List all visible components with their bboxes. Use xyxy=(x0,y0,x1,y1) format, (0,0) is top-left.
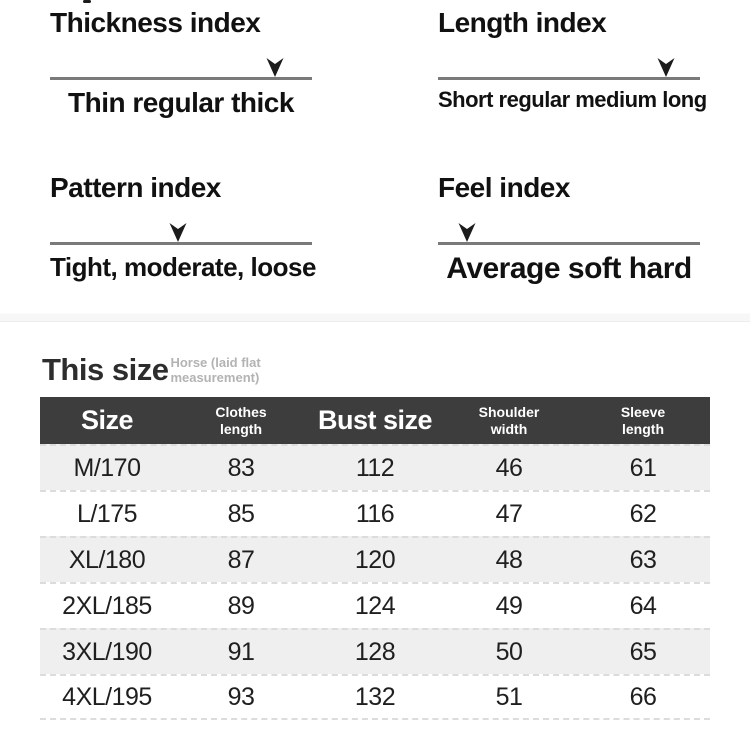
table-row xyxy=(40,536,710,582)
index-title: Thickness index xyxy=(50,7,261,38)
index-card-feel xyxy=(375,150,750,310)
index-caption: Tight, moderate, loose xyxy=(50,252,316,282)
header-cell-bust-size: Bust size xyxy=(317,405,433,435)
cell-clothes-length: 89 xyxy=(227,591,255,620)
cell-bust-size: 116 xyxy=(355,499,395,528)
cell-shoulder-width: 48 xyxy=(495,545,523,574)
cell-clothes-length: 93 xyxy=(227,682,255,711)
cell-shoulder-width: 50 xyxy=(495,637,523,666)
index-card-thickness xyxy=(0,0,375,150)
cell-clothes-length: 85 xyxy=(227,499,255,528)
cell-sleeve-length: 65 xyxy=(629,637,657,666)
header-cell-shoulder-width xyxy=(442,404,576,436)
down-arrow-icon xyxy=(458,223,475,242)
section-divider xyxy=(0,313,750,322)
slider-track xyxy=(438,242,700,245)
cell-bust-size: 124 xyxy=(354,591,396,620)
cell-size: XL/180 xyxy=(68,545,146,574)
cell-shoulder-width: 51 xyxy=(495,682,523,711)
cell-sleeve-length: 64 xyxy=(629,591,657,620)
size-heading-note: Horse (laid flat measurement) xyxy=(170,355,261,385)
index-caption: Average soft hard xyxy=(446,252,692,285)
index-slider xyxy=(438,56,700,80)
cell-size: 3XL/190 xyxy=(62,637,152,666)
size-heading-row xyxy=(42,352,750,388)
header-cell-size: Size xyxy=(80,405,134,435)
size-heading: This size xyxy=(42,352,169,387)
down-arrow-icon xyxy=(657,58,674,77)
cell-bust-size: 128 xyxy=(354,637,396,666)
slider-track xyxy=(50,242,312,245)
header-cell-clothes-length xyxy=(174,404,308,436)
index-title: Length index xyxy=(438,7,607,38)
cell-shoulder-width: 46 xyxy=(495,453,523,482)
table-row xyxy=(40,490,710,536)
cell-clothes-length: 87 xyxy=(227,545,255,574)
index-slider xyxy=(50,221,312,245)
cell-bust-size: 120 xyxy=(354,545,396,574)
size-table-header xyxy=(40,397,710,444)
header-label: Clothes length xyxy=(215,404,267,437)
cell-clothes-length: 83 xyxy=(227,453,255,482)
cell-sleeve-length: 62 xyxy=(629,499,657,528)
table-row xyxy=(40,628,710,674)
header-label: Shoulder width xyxy=(478,404,540,437)
index-card-length xyxy=(375,0,750,150)
down-arrow-icon xyxy=(267,58,284,77)
down-arrow-icon xyxy=(170,223,187,242)
table-row xyxy=(40,582,710,628)
cell-size: 4XL/195 xyxy=(62,682,152,711)
cell-size: 2XL/185 xyxy=(62,591,152,620)
cell-shoulder-width: 49 xyxy=(495,591,523,620)
cell-size: L/175 xyxy=(76,499,138,528)
cell-sleeve-length: 63 xyxy=(629,545,657,574)
header-label: Sleeve length xyxy=(620,404,666,437)
slider-track xyxy=(438,77,700,80)
cell-bust-size: 112 xyxy=(355,453,395,482)
cell-size: M/170 xyxy=(73,453,141,482)
slider-track xyxy=(50,77,312,80)
index-slider xyxy=(438,221,700,245)
index-caption: Short regular medium long xyxy=(438,87,707,112)
size-table xyxy=(40,397,710,720)
index-caption: Thin regular thick xyxy=(68,87,294,118)
cell-shoulder-width: 47 xyxy=(495,499,523,528)
table-row xyxy=(40,674,710,720)
index-title: Feel index xyxy=(438,172,570,203)
index-card-pattern xyxy=(0,150,375,310)
header-cell-sleeve-length xyxy=(576,404,710,436)
cell-sleeve-length: 66 xyxy=(629,682,657,711)
cell-clothes-length: 91 xyxy=(227,637,255,666)
cell-sleeve-length: 61 xyxy=(629,453,657,482)
index-grid xyxy=(0,0,750,310)
index-title: Pattern index xyxy=(50,172,221,203)
cell-bust-size: 132 xyxy=(354,682,396,711)
table-row xyxy=(40,444,710,490)
index-slider xyxy=(50,56,312,80)
